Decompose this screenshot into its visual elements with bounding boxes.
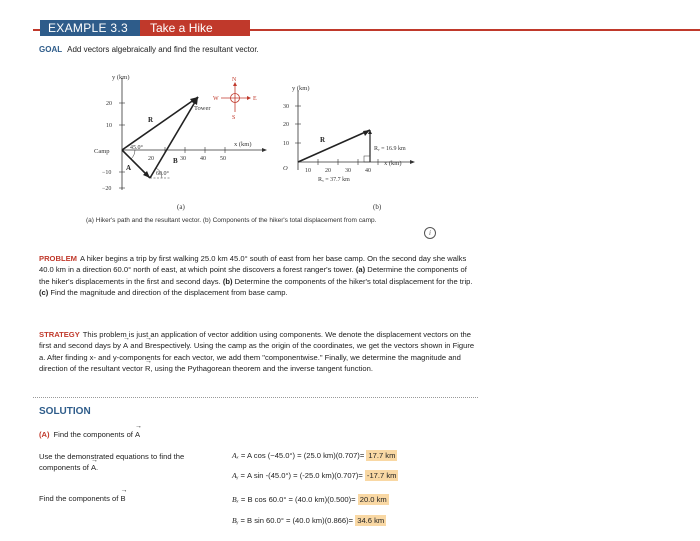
strategy-vector-a: → A	[123, 340, 128, 351]
figure-a-y-tick-neg10: −10	[102, 170, 112, 176]
angle-b-label: 60.0°	[156, 171, 169, 177]
equation-bx-result: 20.0 km	[359, 495, 387, 504]
figure-a-hiker-path	[90, 70, 270, 195]
angle-a-label: 45.0°	[130, 145, 143, 151]
info-icon[interactable]: i	[424, 227, 436, 239]
figure-b-y-axis-label: y (km)	[292, 85, 310, 92]
problem-part-c-text: Find the magnitude and direction of the displacement from base camp.	[50, 288, 288, 298]
equation-bx-rhs: = B cos 60.0° = (40.0 km)(0.500)=	[240, 495, 356, 504]
compass-w: W	[213, 96, 219, 102]
equation-ax-rhs: = A cos (−45.0°) = (25.0 km)(0.707)=	[240, 451, 365, 460]
figure-b-x-tick-30: 30	[345, 168, 351, 174]
solution-heading: SOLUTION	[39, 406, 91, 417]
strategy-paragraph	[39, 329, 479, 375]
equation-ay-rhs: = A sin -(45.0°) = (-25.0 km)(0.707)=	[240, 471, 363, 480]
figure-a-x-tick-50: 50	[220, 156, 226, 162]
strategy-text-2: respectively. Using the camp as the origin of the coordinates, we get the vectors shown in Figure a. After finding x- and y-components for each vector, we add them "componentwise." Finally, we determine the magnitude and direction of the resultant vector	[39, 341, 475, 374]
figure-caption: (a) Hiker's path and the resultant vector. (b) Components of the hiker's total displacement from camp.	[86, 217, 377, 224]
strategy-text-1: This problem is just an application of vector addition using components. We denote the displacement vectors on the first and second days by	[39, 330, 472, 351]
equation-ay	[232, 471, 398, 480]
figure-a-y-tick-neg20: −20	[102, 186, 112, 192]
figure-b-y-tick-10: 10	[283, 141, 289, 147]
figure-a-y-tick-20: 20	[106, 101, 112, 107]
part-a-letter: (A)	[39, 430, 50, 439]
ry-component-label: Rᵧ = 16.9 km	[374, 146, 406, 152]
figure-b-y-tick-30: 30	[283, 104, 289, 110]
figure-b-x-tick-40: 40	[365, 168, 371, 174]
problem-part-a-label: (a)	[355, 265, 366, 275]
figure-b-x-tick-20: 20	[325, 168, 331, 174]
solution-part-a-heading	[39, 430, 140, 439]
goal-text: Add vectors algebraically and find the resultant vector.	[67, 45, 259, 54]
figure-b-x-axis-label: x (km)	[384, 160, 402, 167]
problem-part-b-text: Determine the components of the hiker's total displacement for the trip.	[234, 276, 473, 286]
equation-by-lhs: Bᵧ	[232, 516, 239, 525]
figure-a-x-tick-40: 40	[200, 156, 206, 162]
equation-ay-result: -17.7 km	[366, 471, 397, 480]
vector-b-label: B	[173, 157, 178, 165]
figure-b-y-tick-20: 20	[283, 122, 289, 128]
equation-ax-result: 17.7 km	[368, 451, 396, 460]
tower-label: Tower	[194, 105, 211, 112]
problem-part-a-text: Determine the components of the hiker's displacements in the first and second days.	[39, 265, 467, 286]
vector-a-label: A	[126, 164, 132, 172]
use-vector: → A	[91, 462, 96, 473]
goal-line	[39, 45, 259, 54]
figure-b-panel-label: (b)	[373, 203, 382, 211]
problem-part-b-label: (b)	[222, 276, 233, 286]
figure-b-x-tick-10: 10	[305, 168, 311, 174]
use-text: Use the demonstrated equations to find the components of	[39, 452, 185, 472]
equation-ax	[232, 451, 397, 460]
figure-a-y-tick-10: 10	[106, 123, 112, 129]
compass-e: E	[253, 96, 257, 102]
equation-by-result: 34.6 km	[357, 516, 385, 525]
vector-r-label-b: R	[320, 136, 326, 144]
figure-b-components	[280, 82, 420, 192]
equation-bx	[232, 495, 389, 504]
strategy-vector-b: → B	[145, 340, 150, 351]
figure-a-x-tick-30: 30	[180, 156, 186, 162]
figure-a-x-axis-label: x (km)	[234, 141, 252, 148]
problem-part-c-label: (c)	[39, 288, 49, 298]
camp-label: Camp	[94, 148, 110, 155]
equation-ax-lhs: Aₓ	[232, 451, 239, 460]
find-b-vector: → B	[121, 494, 126, 503]
problem-paragraph	[39, 253, 479, 299]
compass-n: N	[232, 77, 237, 83]
equation-ay-lhs: Aᵧ	[232, 471, 239, 480]
strategy-text-3: , using the Pythagorean theorem and the inverse tangent function.	[150, 364, 373, 374]
goal-label: GOAL	[39, 45, 63, 54]
problem-label: PROBLEM	[39, 254, 77, 263]
example-tag: EXAMPLE 3.3	[40, 20, 146, 36]
use-equations-text: Use the demonstrated equations to find the components of → A.	[39, 451, 219, 473]
strategy-and: and	[130, 341, 143, 351]
part-a-vector: → A	[135, 430, 140, 439]
strategy-vector-r: → R	[145, 363, 150, 374]
figure-a-panel-label: (a)	[177, 203, 185, 211]
part-a-text: Find the components of	[53, 430, 133, 439]
strategy-label: STRATEGY	[39, 330, 80, 339]
equation-by	[232, 516, 386, 525]
compass-rose	[213, 77, 257, 121]
origin-label: O	[283, 165, 288, 172]
rx-component-label: Rₓ = 37.7 km	[318, 177, 350, 183]
section-divider	[33, 397, 478, 398]
equation-by-rhs: = B sin 60.0° = (40.0 km)(0.866)=	[240, 516, 354, 525]
find-b-text	[39, 494, 126, 503]
figure-a-x-tick-20: 20	[148, 156, 154, 162]
equation-bx-lhs: Bₓ	[232, 495, 239, 504]
compass-s: S	[232, 115, 236, 121]
figure-a-y-axis-label: y (km)	[112, 74, 130, 81]
find-b-label: Find the components of	[39, 494, 119, 503]
vector-r-label: R	[148, 116, 154, 124]
problem-text: A hiker begins a trip by first walking 25.0 km 45.0° south of east from her base camp. On the second day she walks 40.0 km in a direction 60.0° north of east, at which point she discovers a forest ranger's tower.	[39, 254, 467, 275]
example-title: Take a Hike	[140, 20, 250, 36]
